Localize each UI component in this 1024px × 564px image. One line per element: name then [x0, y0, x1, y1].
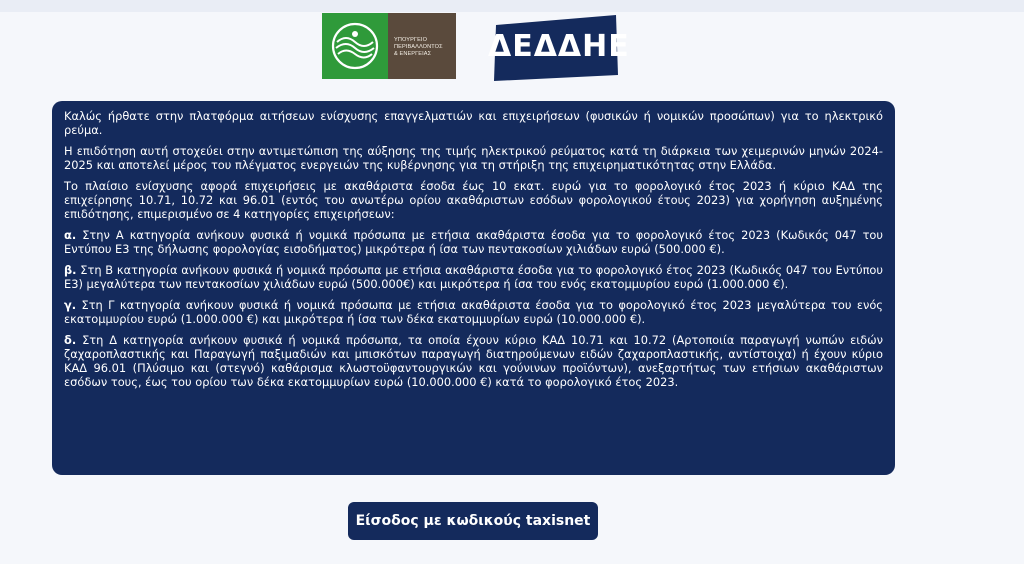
category-letter: γ.	[64, 298, 77, 312]
logos-header	[320, 13, 640, 81]
category-letter: α.	[64, 228, 77, 242]
category-letter: δ.	[64, 333, 77, 347]
category-item-d	[64, 333, 883, 389]
framework-paragraph: Το πλαίσιο ενίσχυσης αφορά επιχειρήσεις με ακαθάριστα έσοδα έως 10 εκατ. ευρώ για το φορολογικό έτος 2023 ή κύριο ΚΑΔ της επιχείρησης 10.71, 10.72 και 96.01 (εντός του ανωτέρω ορίου ακαθάριστων εσόδων φορολογικού έτους 2023) για χορήγηση αυξημένης επιδότησης, επιμερισμένο σε 4 κατηγορίες επιχειρήσεων:	[64, 179, 883, 221]
category-text: Στη Δ κατηγορία ανήκουν φυσικά ή νομικά πρόσωπα, τα οποία έχουν κύριο ΚΑΔ 10.71 και 10.72 (Αρτοποιία παραγωγή νωπών ειδών ζαχαροπλαστικής και Παραγωγή παξιμαδιών και μπισκότων παραγωγή διατηρούμενων ειδών ζαχαροπλαστικής, αντίστοιχα) ή έχουν κύριο ΚΑΔ 96.01 (Πλύσιμο και (στεγνό) καθάρισμα κλωστοϋφαντουργικών και γούνινων προϊόντων), ανεξαρτήτως των ετήσιων ακαθάριστων εσόδων τους, έως του ορίου των δέκα εκατομμυρίων ευρώ (10.000.000 €) κατά το φορολογικό έτος 2023.	[64, 333, 883, 389]
purpose-paragraph: Η επιδότηση αυτή στοχεύει στην αντιμετώπιση της αύξησης της τιμής ηλεκτρικού ρεύματος κατά τη διάρκεια των χειμερινών μηνών 2024-2025 και αποτελεί μέρος του πλέγματος ενεργειών της κυβέρνησης για τη στήριξη της επιχειρηματικότητας στην Ελλάδα.	[64, 144, 883, 172]
deddie-logo	[488, 15, 630, 81]
ministry-logo	[322, 13, 456, 79]
ministry-name: ΥΠΟΥΡΓΕΙΟ ΠΕΡΙΒΑΛΛΟΝΤΟΣ & ΕΝΕΡΓΕΙΑΣ	[388, 13, 456, 79]
category-letter: β.	[64, 263, 77, 277]
category-text: Στην Α κατηγορία ανήκουν φυσικά ή νομικά πρόσωπα με ετήσια ακαθάριστα έσοδα για το φορολογικό έτος 2023 (Κωδικός 047 του Εντύπου Ε3 της δήλωσης φορολογίας εισοδήματος) μικρότερα ή ίσα των πεντακοσίων χιλιάδων ευρώ (500.000 €).	[64, 228, 883, 256]
category-item-c	[64, 298, 883, 326]
info-panel	[52, 101, 895, 475]
welcome-paragraph: Καλώς ήρθατε στην πλατφόρμα αιτήσεων ενίσχυσης επαγγελματιών και επιχειρήσεων (φυσικών ή νομικών προσώπων) για το ηλεκτρικό ρεύμα.	[64, 109, 883, 137]
taxisnet-login-button[interactable]: Είσοδος με κωδικούς taxisnet	[348, 502, 598, 540]
category-item-b	[64, 263, 883, 291]
category-text: Στη Β κατηγορία ανήκουν φυσικά ή νομικά πρόσωπα με ετήσια ακαθάριστα έσοδα για το φορολογικό έτος 2023 (Κωδικός 047 του Εντύπου Ε3) μεγαλύτερα των πεντακοσίων χιλιάδων ευρώ (500.000€) και μικρότερα ή ίσα του ενός εκατομμυρίου ευρώ (1.000.000 €).	[64, 263, 883, 291]
top-bar	[0, 0, 1024, 12]
ministry-emblem-icon	[322, 13, 388, 79]
category-text: Στη Γ κατηγορία ανήκουν φυσικά ή νομικά πρόσωπα με ετήσια ακαθάριστα έσοδα για το φορολογικό έτος 2023 μεγαλύτερα του ενός εκατομμυρίου ευρώ (1.000.000 €) και μικρότερα ή ίσα των δέκα εκατομμυρίων ευρώ (10.000.000 €).	[64, 298, 883, 326]
category-item-a	[64, 228, 883, 256]
deddie-logo-text: ΔΕΔΔΗΕ	[488, 29, 630, 64]
